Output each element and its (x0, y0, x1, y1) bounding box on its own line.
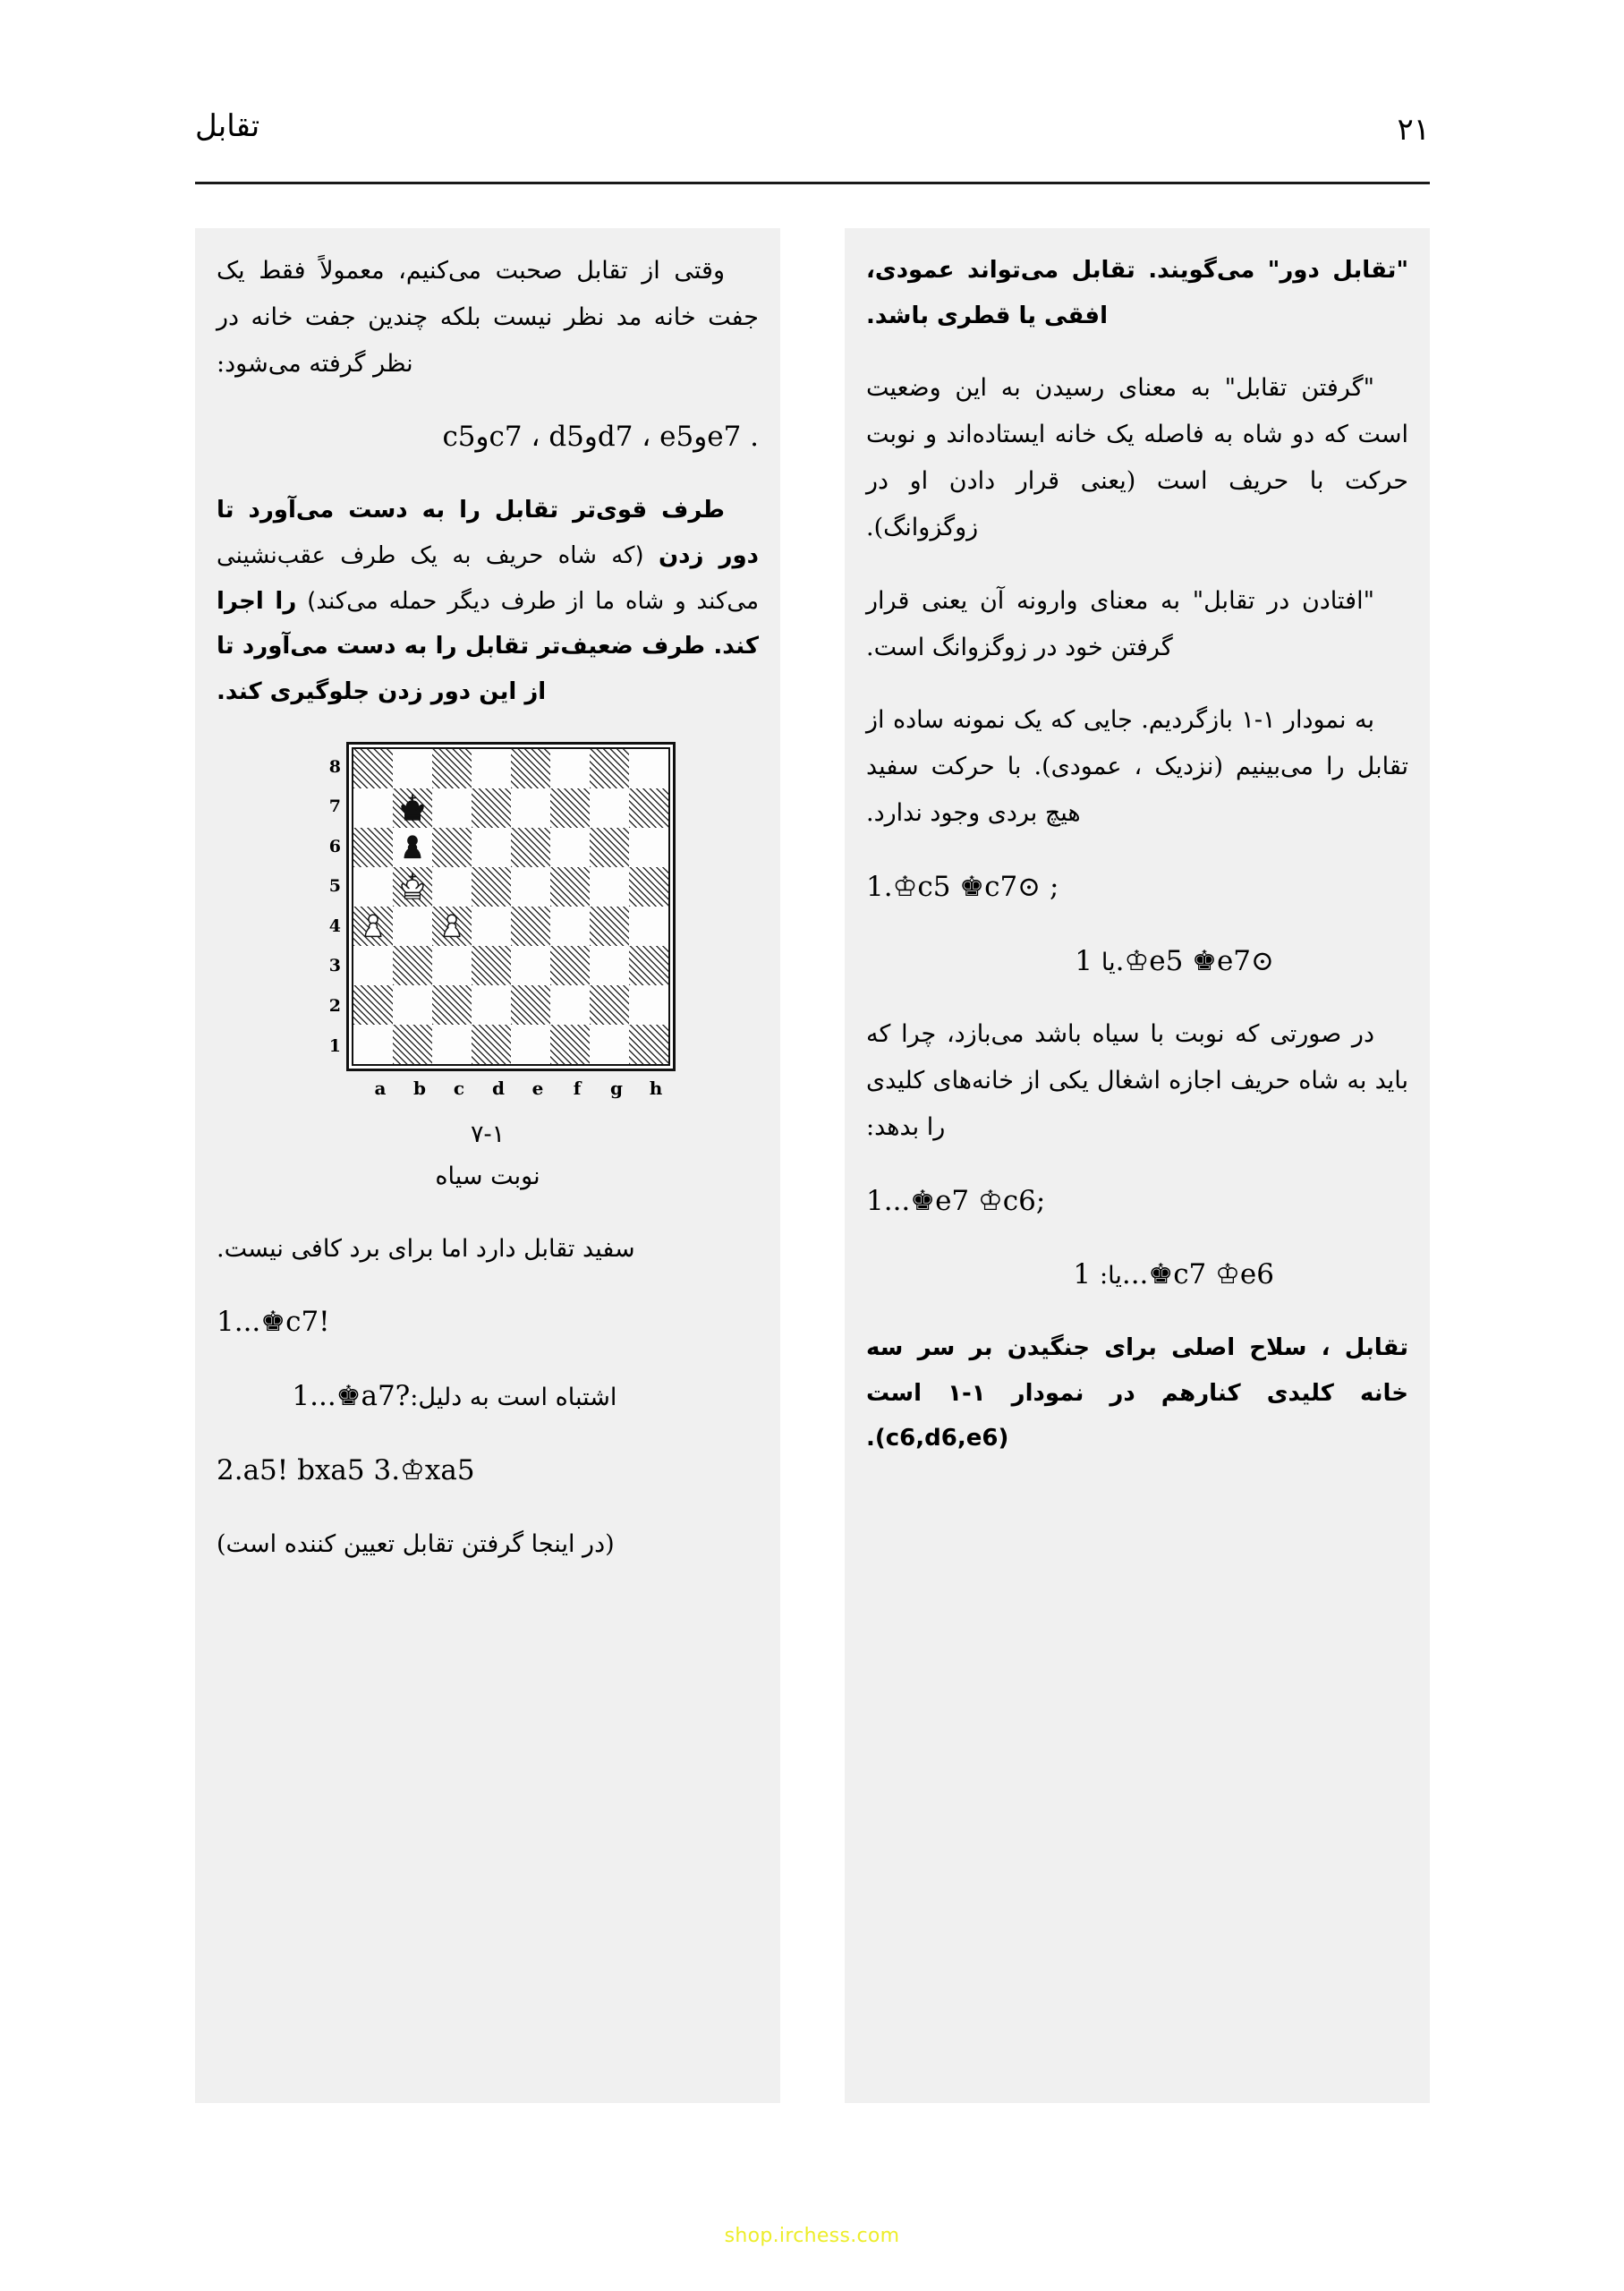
square-e4 (511, 907, 550, 946)
square-a5 (353, 867, 393, 907)
square-c5 (432, 867, 472, 907)
file-label-b: b (413, 1077, 426, 1099)
square-c2 (432, 985, 472, 1025)
square-d7 (472, 788, 511, 828)
move-line-2-notation: 1.♔e5 ♚e7⊙ (1075, 944, 1274, 977)
move-line-4-label: یا: (1100, 1262, 1122, 1290)
rank-label-6: 6 (328, 836, 341, 856)
square-a3 (353, 946, 393, 985)
square-b8 (393, 749, 432, 788)
left-move-line-3: 2.a5! bxa5 3.♔xa5 (217, 1453, 475, 1486)
rank-label-5: 5 (328, 876, 341, 897)
move-line-4 (866, 1251, 1408, 1299)
left-col-paragraph-2-bold-b: را اجرا کند. طرف ضعیف‌تر تقابل را به دست می‌آورد تا از این دور زدن جلوگیری کند. (217, 587, 759, 705)
square-a6 (353, 828, 393, 867)
rank-label-1: 1 (328, 1035, 341, 1056)
square-f6 (550, 828, 590, 867)
chessboard-inner-border (352, 747, 670, 1066)
square-e8 (511, 749, 550, 788)
square-h7 (629, 788, 668, 828)
square-h1 (629, 1025, 668, 1064)
left-col-paragraph-2 (217, 488, 759, 714)
white-pawn-icon (432, 907, 472, 946)
square-e2 (511, 985, 550, 1025)
square-h4 (629, 907, 668, 946)
file-label-e: e (531, 1077, 544, 1099)
move-line-4-notation: 1...♚c7 ♔e6 (1073, 1258, 1274, 1291)
square-b1 (393, 1025, 432, 1064)
square-c6 (432, 828, 472, 867)
right-col-paragraph-1: "تقابل دور" می‌گویند. تقابل می‌تواند عمودی، افقی یا قطری باشد. (866, 257, 1408, 329)
black-king-icon (393, 788, 432, 828)
page-header (195, 108, 1430, 184)
square-e3 (511, 946, 550, 985)
file-label-h: h (649, 1077, 663, 1099)
square-g2 (590, 985, 629, 1025)
right-col-paragraph-3: "افتادن در تقابل" به معنای وارونه آن یعنی قرار گرفتن خود در زوگزوانگ است. (866, 586, 1374, 661)
square-f1 (550, 1025, 590, 1064)
square-g4 (590, 907, 629, 946)
square-b4 (393, 907, 432, 946)
square-g8 (590, 749, 629, 788)
right-col-paragraph-2: "گرفتن تقابل" به معنای رسیدن به این وضعیت است که دو شاه به فاصله یک خانه ایستاده‌اند و نوبت حرکت با حریف است (یعنی قرار دادن او در زوگزوانگ). (866, 374, 1408, 541)
black-pawn-icon (393, 828, 432, 867)
key-squares-line: c5وc7 ، d5وd7 ، e5وe7 . (442, 421, 759, 454)
right-col-paragraph-4: به نمودار ۱-۱ بازگردیم. جایی که یک نمونه ساده از تقابل را می‌بینیم (نزدیک ، عمودی). با حرکت سفید هیچ بردی وجود ندارد. (866, 706, 1408, 827)
move-line-2-label: یا (1101, 948, 1116, 976)
chess-diagram (217, 742, 759, 1217)
left-move-line-1: 1...♚c7! (217, 1306, 330, 1339)
square-c1 (432, 1025, 472, 1064)
chessboard-with-ranks (300, 742, 676, 1071)
square-e6 (511, 828, 550, 867)
file-labels (361, 1077, 676, 1099)
move-line-3: 1...♚e7 ♔c6; (866, 1184, 1046, 1217)
square-g6 (590, 828, 629, 867)
square-b5 (393, 867, 432, 907)
square-d4 (472, 907, 511, 946)
rank-labels (327, 742, 346, 1071)
square-g5 (590, 867, 629, 907)
chessboard-grid (353, 749, 668, 1064)
square-a7 (353, 788, 393, 828)
square-g3 (590, 946, 629, 985)
square-b7 (393, 788, 432, 828)
square-f4 (550, 907, 590, 946)
left-col-paragraph-2-normal: (که شاه حریف به یک طرف عقب‌نشینی می‌کند و شاه ما از طرف دیگر حمله می‌کند) (217, 541, 760, 615)
shop-watermark: shop.irchess.com (724, 2225, 900, 2247)
square-f2 (550, 985, 590, 1025)
file-label-d: d (492, 1077, 505, 1099)
left-col-paragraph-1: وقتی از تقابل صحبت می‌کنیم، معمولاً فقط یک جفت خانه مد نظر نیست بلکه چندین جفت خانه در نظر گرفته می‌شود: (217, 257, 759, 378)
figure-caption: نوبت سیاه (435, 1162, 540, 1190)
square-a4 (353, 907, 393, 946)
square-a2 (353, 985, 393, 1025)
square-d2 (472, 985, 511, 1025)
rank-label-3: 3 (328, 956, 341, 976)
square-e5 (511, 867, 550, 907)
square-f3 (550, 946, 590, 985)
square-e7 (511, 788, 550, 828)
square-d8 (472, 749, 511, 788)
rank-label-8: 8 (328, 756, 341, 777)
right-col-paragraph-6: تقابل ، سلاح اصلی برای جنگیدن بر سر سه خانه کلیدی کنارهم در نمودار ۱-۱ است (c6,d6,e6). (866, 1334, 1408, 1452)
square-c3 (432, 946, 472, 985)
square-d1 (472, 1025, 511, 1064)
page-number: ۲۱ (1397, 112, 1430, 148)
square-c7 (432, 788, 472, 828)
left-col-paragraph-3: سفید تقابل دارد اما برای برد کافی نیست. (217, 1234, 635, 1263)
square-f7 (550, 788, 590, 828)
right-column (845, 228, 1430, 2103)
right-col-paragraph-5: در صورتی که نوبت با سیاه باشد می‌بازد، چرا که باید به شاه حریف اجازه اشغال یکی از خانه‌های کلیدی را بدهد: (866, 1020, 1408, 1141)
figure-number: ۷-۱ (470, 1120, 506, 1148)
square-c8 (432, 749, 472, 788)
square-h2 (629, 985, 668, 1025)
square-g7 (590, 788, 629, 828)
file-label-c: c (453, 1077, 465, 1099)
left-move-line-2-notation: 1...♚a7? (292, 1380, 411, 1413)
left-col-paragraph-4: (در اینجا گرفتن تقابل تعیین کننده است) (217, 1529, 615, 1558)
square-g1 (590, 1025, 629, 1064)
square-h6 (629, 828, 668, 867)
move-line-2 (866, 938, 1408, 985)
rank-label-4: 4 (328, 916, 341, 936)
file-label-g: g (610, 1077, 623, 1099)
square-d6 (472, 828, 511, 867)
square-d3 (472, 946, 511, 985)
square-h8 (629, 749, 668, 788)
square-b6 (393, 828, 432, 867)
square-h5 (629, 867, 668, 907)
square-h3 (629, 946, 668, 985)
header-divider (195, 182, 1430, 184)
white-pawn-icon (353, 907, 393, 946)
chessboard-border (346, 742, 676, 1071)
file-label-a: a (374, 1077, 387, 1099)
file-label-f: f (573, 1077, 582, 1099)
two-column-body (195, 228, 1430, 2103)
rank-label-7: 7 (328, 796, 341, 817)
move-line-1: 1.♔c5 ♚c7⊙ ; (866, 870, 1059, 903)
left-col-paragraph-2-bold-a: طرف قوی‌تر تقابل را به دست می‌آورد تا دور زدن (217, 497, 760, 569)
square-f5 (550, 867, 590, 907)
square-b3 (393, 946, 432, 985)
square-f8 (550, 749, 590, 788)
square-c4 (432, 907, 472, 946)
square-a1 (353, 1025, 393, 1064)
left-column (195, 228, 780, 2103)
running-title: تقابل (195, 108, 260, 144)
square-a8 (353, 749, 393, 788)
left-move-line-2-text: اشتباه است به دلیل: (410, 1384, 625, 1412)
chessboard-outer (300, 742, 676, 1099)
rank-label-2: 2 (328, 995, 341, 1016)
square-b2 (393, 985, 432, 1025)
square-e1 (511, 1025, 550, 1064)
left-move-line-2 (217, 1373, 759, 1420)
white-king-icon (393, 867, 432, 907)
square-d5 (472, 867, 511, 907)
